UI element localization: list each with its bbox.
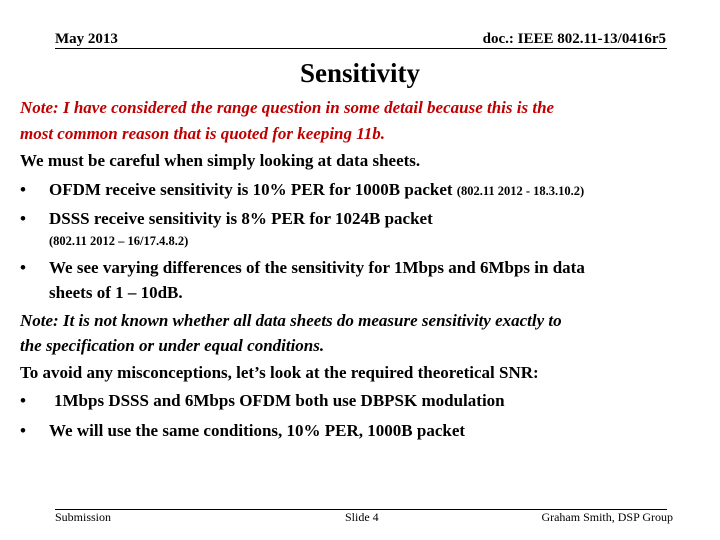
bullet-varying-line-1: We see varying differences of the sensitivity for 1Mbps and 6Mbps in data — [49, 258, 585, 277]
dsss-reference: (802.11 2012 – 16/17.4.8.2) — [49, 234, 189, 248]
note-2-line-2: the specification or under equal conditions. — [20, 336, 325, 355]
bullet-dbpsk: 1Mbps DSSS and 6Mbps OFDM both use DBPSK modulation — [54, 391, 505, 410]
note-1-line-2: most common reason that is quoted for keeping 11b. — [20, 124, 386, 143]
bullet-marker: • — [20, 209, 26, 228]
bullet-marker: • — [20, 180, 26, 199]
careful-line: We must be careful when simply looking at data sheets. — [20, 151, 421, 170]
bullet-ofdm — [49, 180, 584, 200]
avoid-line: To avoid any misconceptions, let’s look at the required theoretical SNR: — [20, 363, 539, 382]
bullet-marker: • — [20, 391, 26, 410]
footer-submission: Submission — [55, 510, 112, 524]
bullet-marker: • — [20, 258, 26, 277]
note-2-line-1: Note: It is not known whether all data sheets do measure sensitivity exactly to — [20, 311, 562, 330]
bullet-dsss: DSSS receive sensitivity is 8% PER for 1024B packet — [49, 209, 433, 228]
footer-author: Graham Smith, DSP Group — [541, 510, 673, 524]
ofdm-text: OFDM receive sensitivity is 10% PER for 1000B packet — [49, 180, 453, 199]
header-date: May 2013 — [55, 31, 118, 47]
ofdm-reference: (802.11 2012 - 18.3.10.2) — [456, 184, 585, 198]
note-1-line-1: Note: I have considered the range question in some detail because this is the — [20, 98, 555, 117]
footer-slide-number: Slide 4 — [345, 510, 379, 524]
bullet-varying-line-2: sheets of 1 – 10dB. — [49, 283, 183, 302]
header-rule — [55, 48, 667, 49]
bullet-same-conditions: We will use the same conditions, 10% PER, 1000B packet — [49, 421, 466, 440]
bullet-marker: • — [20, 421, 26, 440]
slide-title: Sensitivity — [299, 58, 420, 88]
header-doc-id: doc.: IEEE 802.11-13/0416r5 — [482, 31, 666, 47]
